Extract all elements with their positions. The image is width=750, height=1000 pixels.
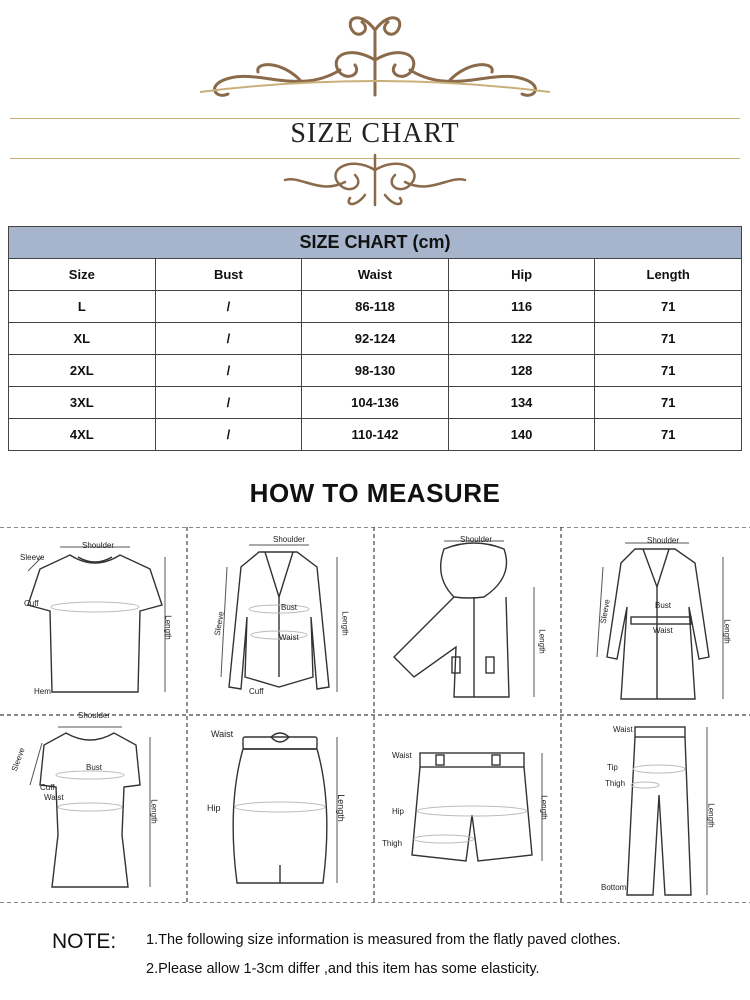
table-caption: SIZE CHART (cm) [9,227,742,259]
table-cell: 116 [448,291,595,323]
shoulder-label: Shoulder [647,536,680,545]
waist-label: Waist [613,725,633,734]
blazer-diagram [187,527,374,715]
skirt-diagram [187,715,374,903]
waist-label: Waist [211,729,234,739]
table-cell: 71 [595,323,742,355]
table-cell: 71 [595,355,742,387]
how-to-measure-title: HOW TO MEASURE [249,478,501,508]
table-cell: 71 [595,291,742,323]
cuff-label: Cuff [40,783,55,792]
dress-diagram [0,711,187,903]
bottom-ornament [0,150,750,215]
length-label: Length [539,795,549,820]
table-cell: 92-124 [302,323,449,355]
coat-drawing [561,527,750,715]
size-table [8,226,742,451]
bottom-label: Bottom [601,883,627,892]
thigh-label: Thigh [382,839,403,848]
table-row [9,323,742,355]
measure-diagram-grid [0,527,750,903]
cape-drawing [374,527,561,715]
table-cell: / [155,419,302,451]
table-cell: 71 [595,419,742,451]
table-row [9,355,742,387]
bust-label: Bust [86,763,103,772]
bust-label: Bust [655,601,672,610]
table-cell: XL [9,323,156,355]
hem-label: Hem [34,687,51,696]
table-row [9,387,742,419]
shoulder-label: Shoulder [273,535,306,544]
sleeve-label: Sleeve [212,610,226,637]
table-cell: 4XL [9,419,156,451]
table-row [9,291,742,323]
hip-label: Hip [207,803,221,813]
table-cell: 71 [595,387,742,419]
shorts-diagram [374,715,561,903]
column-header: Size [9,259,156,291]
table-cell: 2XL [9,355,156,387]
table-cell: 104-136 [302,387,449,419]
pants-diagram [561,715,750,903]
top-ornament [0,0,750,110]
length-label: Length [722,619,732,644]
table-cell: 3XL [9,387,156,419]
sleeve-label: Sleeve [20,553,45,562]
coat-diagram [561,527,750,715]
length-label: Length [706,803,716,828]
length-label: Length [335,794,346,822]
pants-drawing [561,715,750,903]
note-line-2: 2.Please allow 1-3cm differ ,and this item has some elasticity. [146,961,540,977]
waist-label: Waist [392,751,412,760]
page-title: SIZE CHART [290,118,460,149]
table-cell: 134 [448,387,595,419]
waist-label: Waist [44,793,64,802]
hip-label: Hip [392,807,405,816]
table-row [9,419,742,451]
table-cell: 98-130 [302,355,449,387]
length-label: Length [149,799,159,824]
shoulder-label: Shoulder [460,535,493,544]
waist-label: Waist [653,626,673,635]
length-label: Length [537,629,547,654]
column-header: Hip [448,259,595,291]
shoulder-label: Shoulder [78,711,111,720]
table-cell: / [155,355,302,387]
table-cell: 122 [448,323,595,355]
bust-label: Bust [281,603,298,612]
table-cell: L [9,291,156,323]
waist-label: Waist [279,633,299,642]
note-line-1: 1.The following size information is measured from the flatly paved clothes. [146,932,621,948]
column-header: Waist [302,259,449,291]
table-header-row [9,259,742,291]
length-label: Length [340,611,350,636]
sleeve-label: Sleeve [9,746,27,773]
note-label: NOTE: [52,930,117,953]
table-cell: 86-118 [302,291,449,323]
table-cell: / [155,323,302,355]
shoulder-label: Shoulder [82,541,115,550]
table-cell: 140 [448,419,595,451]
column-header: Length [595,259,742,291]
table-cell: / [155,291,302,323]
cuff-label: Cuff [249,687,264,696]
cape-diagram [374,527,561,715]
table-cell: 110-142 [302,419,449,451]
cuff-label: Cuff [24,599,39,608]
sleeve-label: Sleeve [598,598,612,625]
thigh-label: Thigh [605,779,626,788]
tip-label: Tip [607,763,618,772]
table-cell: / [155,387,302,419]
dress-drawing [0,715,187,903]
table-cell: 128 [448,355,595,387]
length-label: Length [163,615,173,640]
column-header: Bust [155,259,302,291]
tshirt-diagram [0,527,187,715]
